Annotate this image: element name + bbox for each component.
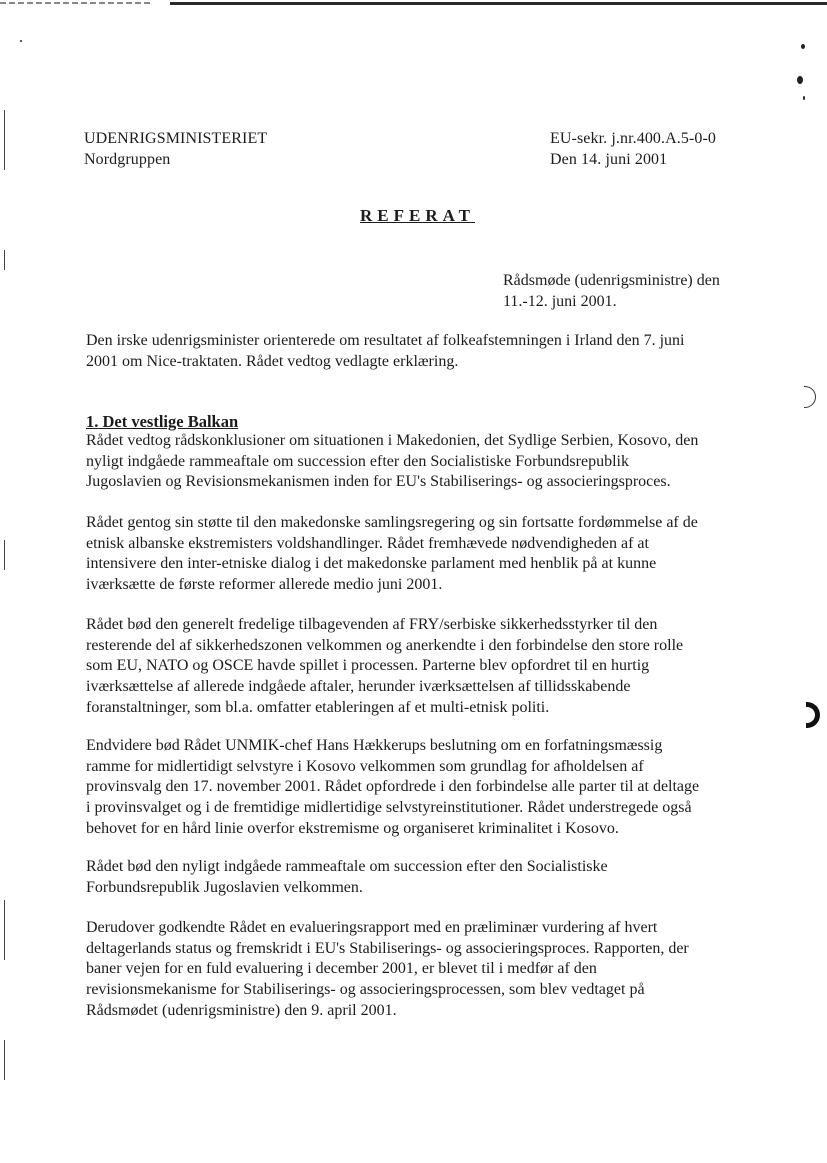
text-line: Rådet gentog sin støtte til den makedonske samlingsregering og sin fortsatte fordømmelse af de [86,514,698,531]
paragraph [86,918,766,1022]
text-line: i provinsvalget og i de fremtidige midlertidige selvstyreinstitutioner. Rådet understregede også [86,799,692,817]
sender-block [84,128,267,170]
unit-name: Nordgruppen [84,151,171,168]
scan-speck [797,76,803,84]
section-heading: 1. Det vestlige Balkan [86,412,239,431]
meeting-info [503,270,720,312]
text-line: Rådet vedtog rådskonklusioner om situationen i Makedonien, det Sydlige Serbien, Kosovo, den [86,432,699,449]
journal-number: EU-sekr. j.nr.400.A.5-0-0 [550,130,717,147]
intro-paragraph [86,331,766,372]
scan-left-mark [4,540,5,570]
scan-speck [20,40,22,42]
scan-left-mark [4,110,5,170]
text-line: Rådsmødet (udenrigsministre) den 9. april 2001. [86,1001,397,1019]
document-title: REFERAT [360,206,475,225]
text-line: deltagerlands status og fremskridt i EU's Stabiliserings- og associeringsproces. Rapporten, der [86,939,689,957]
text-line: foranstaltninger, som bl.a. omfatter etableringen af et multi-etnisk politi. [86,698,550,716]
text-line: Forbundsrepublik Jugoslavien velkommen. [86,878,363,896]
text-line: revisionsmekanisme for Stabiliserings- og associeringsprocessen, som blev vedtaget på [86,981,645,999]
text-line: baner vejen for en fuld evaluering i december 2001, er blevet til i medfør af den [86,960,597,978]
ministry-name: UDENRIGSMINISTERIET [84,130,268,147]
text-line: iværksættelse af allerede indgåede aftaler, herunder iværksættelsen af tillidsskabende [86,678,631,696]
text-line: nyligt indgåede rammeaftale om succession efter den Socialistiske Forbundsrepublik [86,452,629,470]
text-line: Den irske udenrigsminister orienterede om resultatet af folkeafstemningen i Irland den 7. juni [86,332,685,349]
text-line: iværksætte de første reformer allerede medio juni 2001. [86,576,443,594]
paragraph [86,513,766,596]
scan-edge-dashes [0,2,150,4]
scan-left-mark [4,250,5,270]
scan-speck [803,96,805,100]
scan-bracket-mark [806,702,820,728]
paragraph [86,431,766,493]
paragraph [86,615,766,719]
scan-edge-line [170,2,827,5]
text-line: resterende del af sikkerhedszonen velkommen og anerkendte i den forbindelse den store rolle [86,636,684,654]
scan-curl-mark [804,386,816,408]
text-line: Rådet bød den generelt fredelige tilbagevenden af FRY/serbiske sikkerhedsstyrker til den [86,616,658,633]
text-line: behovet for en hård linie overfor ekstremisme og organiseret kriminalitet i Kosovo. [86,819,619,837]
paragraph [86,857,766,898]
text-line: ramme for midlertidigt selvstyre i Kosovo velkommen som grundlag for afholdelsen af [86,757,644,775]
document-date: Den 14. juni 2001 [550,151,668,168]
text-line: intensivere den inter-etniske dialog i det makedonske parlament med henblik på at kunne [86,555,657,573]
text-line: som EU, NATO og OSCE havde spillet i processen. Parterne blev opfordret til en hurtig [86,657,650,675]
meeting-line: 11.-12. juni 2001. [503,293,617,310]
text-line: Jugoslavien og Revisionsmekanismen inden for EU's Stabiliserings- og associeringsproces. [86,473,671,491]
meeting-line: Rådsmøde (udenrigsministre) den [503,272,720,289]
text-line: etnisk albanske ekstremisters voldshandlinger. Rådet fremhævede nødvendigheden af at [86,534,649,552]
scan-left-mark [4,900,5,960]
scan-left-mark [4,1040,5,1080]
text-line: provinsvalg den 17. november 2001. Rådet opfordrede i den forbindelse alle parter til at deltage [86,778,700,796]
text-line: Rådet bød den nyligt indgåede rammeaftale om succession efter den Socialistiske [86,858,608,875]
text-line: Derudover godkendte Rådet en evalueringsrapport med en præliminær vurdering af hvert [86,919,658,936]
scan-speck [801,44,805,49]
text-line: 2001 om Nice-traktaten. Rådet vedtog vedlagte erklæring. [86,352,459,370]
paragraph [86,736,766,840]
text-line: Endvidere bød Rådet UNMIK-chef Hans Hækkerups beslutning om en forfatningsmæssig [86,737,663,754]
reference-block [550,128,716,170]
